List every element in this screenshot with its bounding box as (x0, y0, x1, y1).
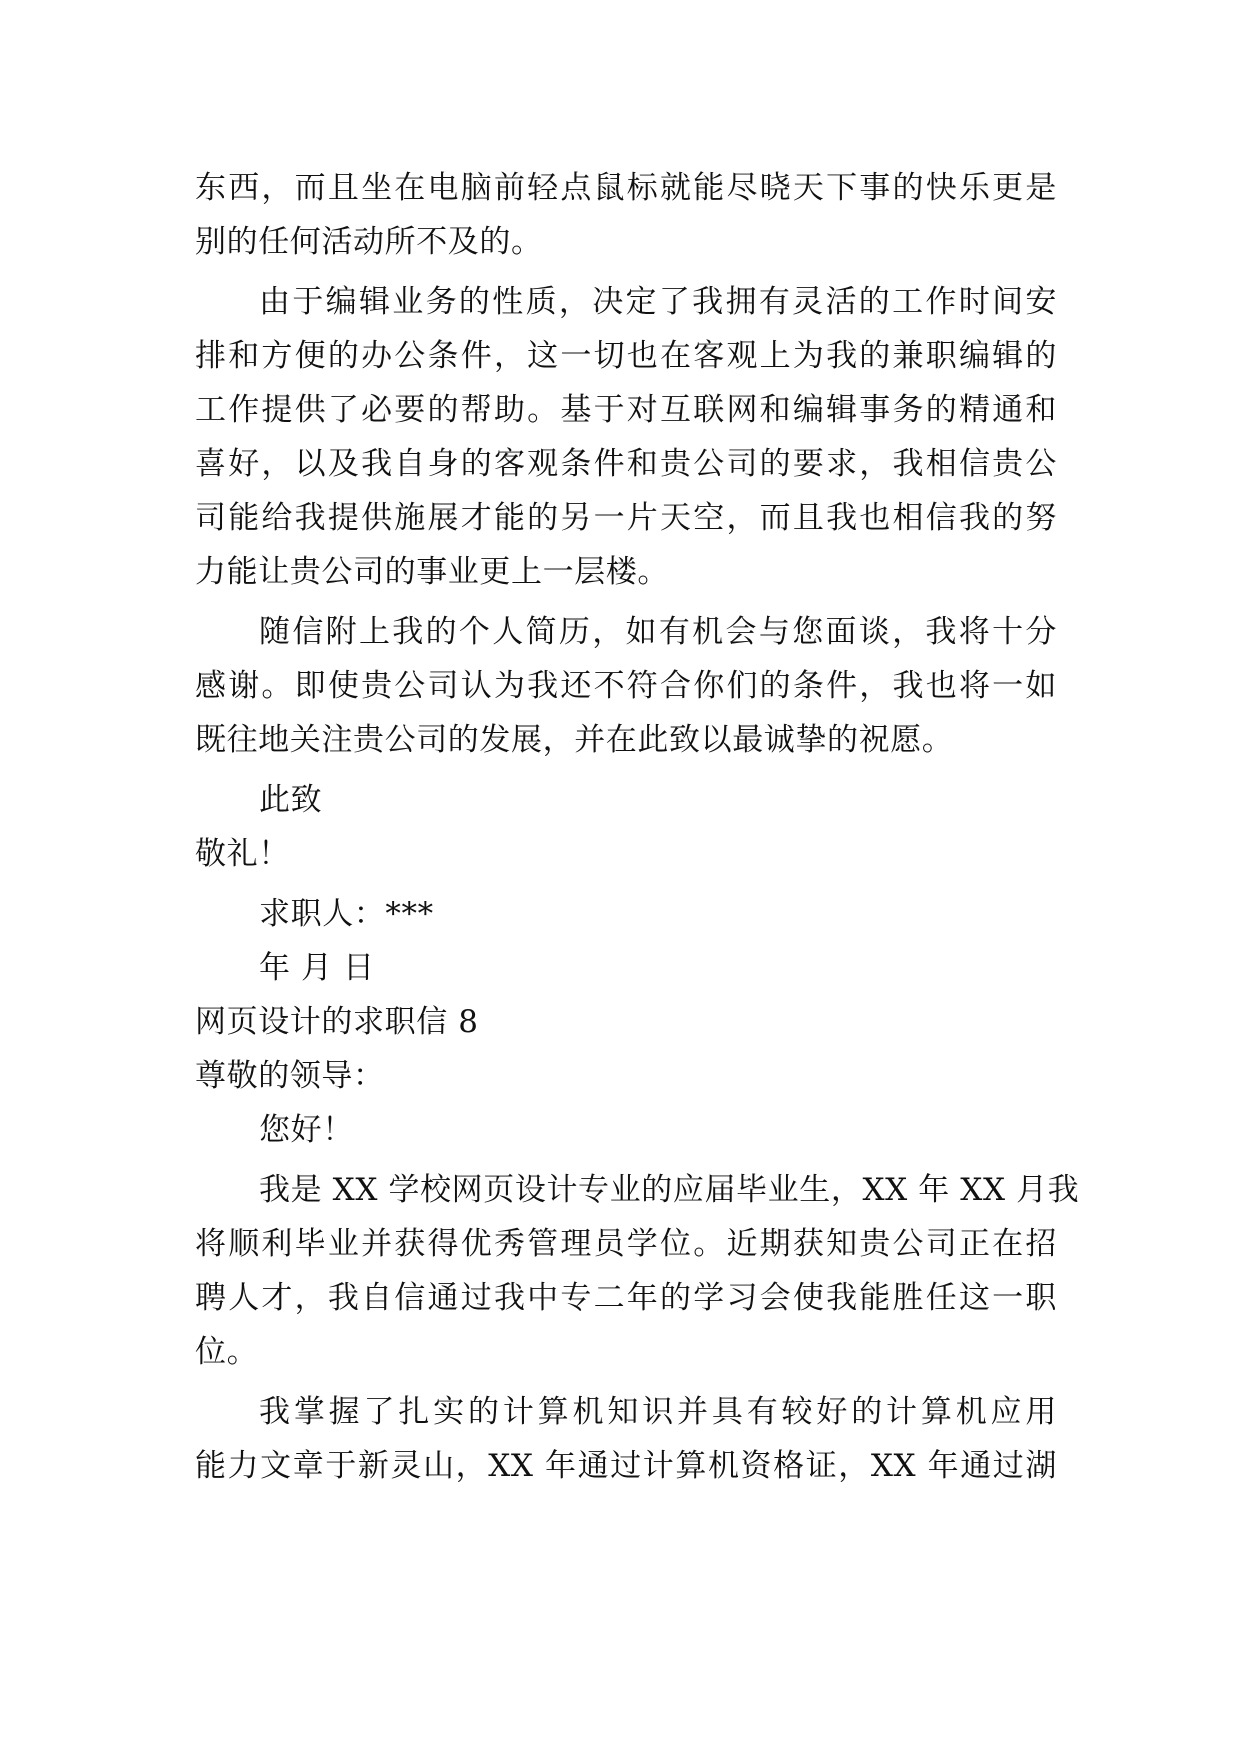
closing-salutation: 此致 (259, 782, 323, 818)
text-line: 别的任何活动所不及的。 (195, 224, 543, 260)
text-line: 排和方便的办公条件，这一切也在客观上为我的兼职编辑的 (195, 338, 1057, 374)
text-line: 既往地关注贵公司的发展，并在此致以最诚挚的祝愿。 (195, 722, 954, 758)
text-line: 感谢。即使贵公司认为我还不符合你们的条件，我也将一如 (195, 668, 1057, 704)
text-line: 力能让贵公司的事业更上一层楼。 (195, 554, 669, 590)
text-line: 喜好，以及我自身的客观条件和贵公司的要求，我相信贵公 (195, 446, 1057, 482)
date-line: 年 月 日 (259, 950, 375, 986)
greeting-hello: 您好！ (259, 1112, 354, 1148)
text-line: 司能给我提供施展才能的另一片天空，而且我也相信我的努 (195, 500, 1057, 536)
applicant-signature: 求职人：*** (259, 896, 434, 932)
text-line: 位。 (195, 1334, 259, 1370)
text-line: 工作提供了必要的帮助。基于对互联网和编辑事务的精通和 (195, 392, 1057, 428)
text-line: 将顺利毕业并获得优秀管理员学位。近期获知贵公司正在招 (195, 1226, 1057, 1262)
greeting: 尊敬的领导： (195, 1058, 385, 1094)
text-line: 随信附上我的个人简历，如有机会与您面谈，我将十分 (259, 614, 1057, 650)
text-line: 我掌握了扎实的计算机知识并具有较好的计算机应用 (259, 1394, 1057, 1430)
text-line: 东西，而且坐在电脑前轻点鼠标就能尽晓天下事的快乐更是 (195, 170, 1057, 206)
text-line: 聘人才，我自信通过我中专二年的学习会使我能胜任这一职 (195, 1280, 1057, 1316)
text-line: 由于编辑业务的性质，决定了我拥有灵活的工作时间安 (259, 284, 1057, 320)
letter-title: 网页设计的求职信 8 (195, 1004, 479, 1040)
text-line: 我是 XX 学校网页设计专业的应届毕业生，XX 年 XX 月我 (259, 1172, 1080, 1208)
text-line: 能力文章于新灵山，XX 年通过计算机资格证，XX 年通过湖 (195, 1448, 1057, 1484)
closing-regards: 敬礼！ (195, 836, 290, 872)
